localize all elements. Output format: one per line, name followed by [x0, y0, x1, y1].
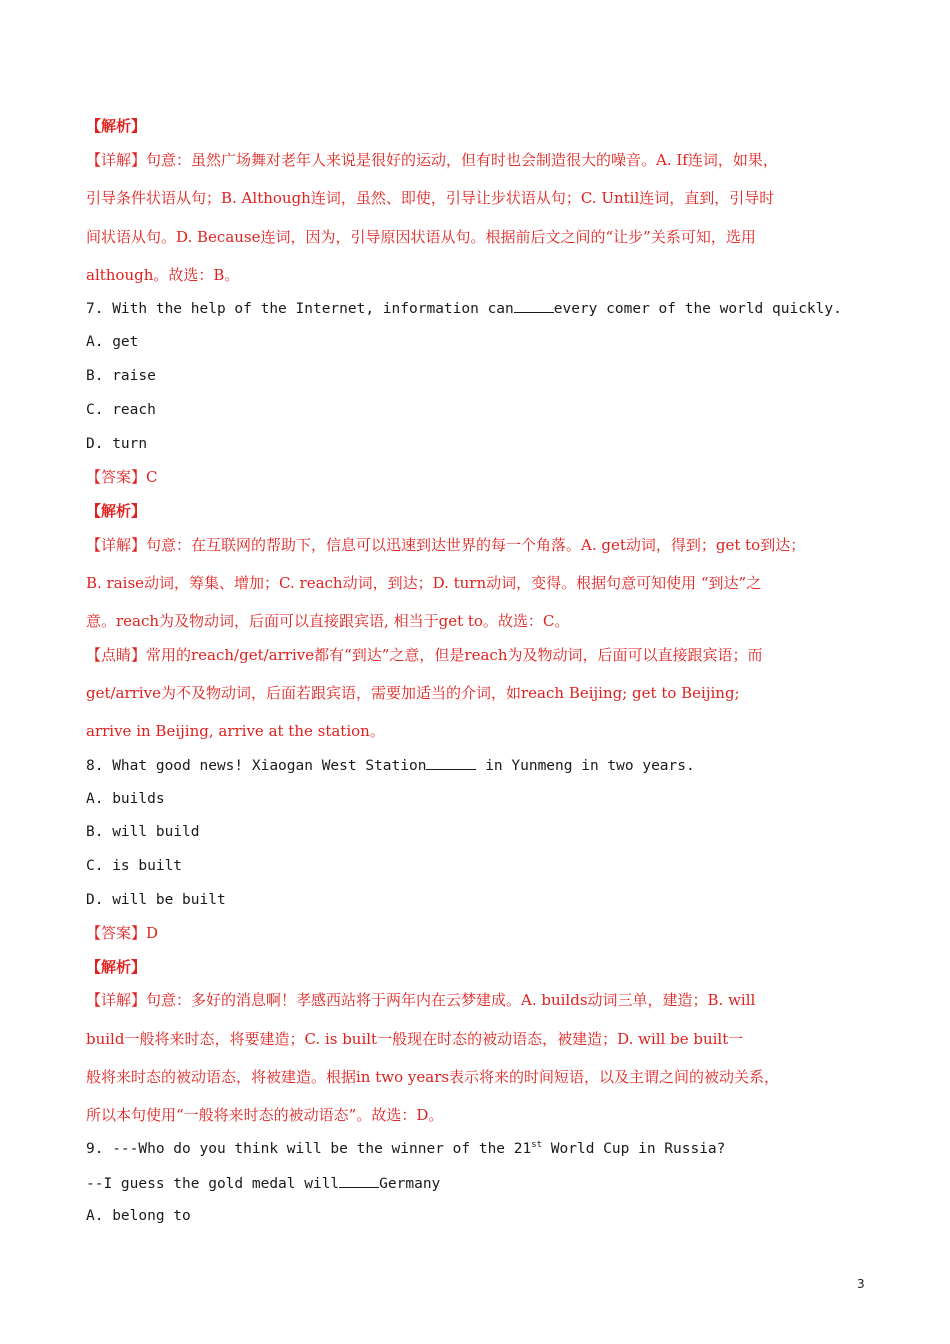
q8-analysis-label: 【解析】 — [86, 958, 147, 976]
q8-option-b: B. will build — [86, 824, 200, 840]
q8-detail-line-4: 所以本句使用“一般将来时态的被动语态”。故选：D。 — [86, 1106, 444, 1124]
q7-detail-line-3: 意。reach为及物动词，后面可以直接跟宾语, 相当于get to。故选：C。 — [86, 612, 570, 630]
q9-response — [86, 1173, 440, 1194]
q7-option-b: B. raise — [86, 368, 156, 384]
q8-option-a: A. builds — [86, 791, 165, 807]
q9-ordinal-suffix: st — [531, 1140, 543, 1151]
q7-stem — [86, 298, 842, 319]
q8-answer: 【答案】D — [86, 924, 159, 942]
q8-detail-line-3: 般将来时态的被动语态，将被建造。根据in two years表示将来的时间短语，以及主谓之间的被动关系， — [86, 1068, 780, 1086]
q6-detail-line-1: 【详解】句意：虽然广场舞对老年人来说是很好的运动，但有时也会制造很大的噪音。A. If连词，如果， — [86, 151, 778, 169]
q9-response-part-b: Germany — [379, 1176, 441, 1192]
q7-answer: 【答案】C — [86, 468, 158, 486]
q8-answer-blank — [426, 755, 476, 770]
q6-analysis-label: 【解析】 — [86, 117, 147, 135]
q9-stem-part-a: 9. ---Who do you think will be the winner of the 21 — [86, 1141, 532, 1157]
q8-stem — [86, 755, 695, 776]
q9-stem — [86, 1139, 725, 1159]
q8-stem-part-b: in Yunmeng in two years. — [476, 758, 695, 774]
q7-stem-part-a: 7. With the help of the Internet, information can — [86, 301, 514, 317]
q7-analysis-label: 【解析】 — [86, 502, 147, 520]
q6-detail-line-2: 引导条件状语从句；B. Although连词，虽然、即使，引导让步状语从句；C. Until连词，直到，引导时 — [86, 189, 775, 207]
q6-detail-line-3: 间状语从句。D. Because连词，因为，引导原因状语从句。根据前后文之间的“让步”关系可知，选用 — [86, 228, 756, 246]
q7-detail-line-1: 【详解】句意：在互联网的帮助下，信息可以迅速到达世界的每一个角落。A. get动词，得到；get to到达； — [86, 536, 806, 554]
q7-option-a: A. get — [86, 334, 139, 350]
q9-response-part-a: --I guess the gold medal will — [86, 1176, 340, 1192]
q7-tip-line-3: arrive in Beijing, arrive at the station。 — [86, 722, 385, 740]
q8-option-c: C. is built — [86, 858, 183, 874]
q7-detail-line-2: B. raise动词，筹集、增加；C. reach动词，到达；D. turn动词，变得。根据句意可知使用 “到达”之 — [86, 574, 762, 592]
q7-option-d: D. turn — [86, 436, 148, 452]
q8-stem-part-a: 8. What good news! Xiaogan West Station — [86, 758, 427, 774]
q8-detail-line-1: 【详解】句意：多好的消息啊！孝感西站将于两年内在云梦建成。A. builds动词三单，建造；B. will — [86, 991, 756, 1009]
q9-stem-part-b: World Cup in Russia? — [542, 1141, 726, 1157]
q7-tip-line-2: get/arrive为不及物动词，后面若跟宾语，需要加适当的介词，如reach Beijing; get to Beijing; — [86, 684, 740, 702]
q8-detail-line-2: build一般将来时态，将要建造；C. is built一般现在时态的被动语态，被建造；D. will be built一 — [86, 1030, 744, 1048]
q7-option-c: C. reach — [86, 402, 156, 418]
q7-tip-line-1: 【点睛】常用的reach/get/arrive都有“到达”之意，但是reach为及物动词，后面可以直接跟宾语；而 — [86, 646, 763, 664]
q9-option-a: A. belong to — [86, 1208, 191, 1224]
q6-detail-line-4: although。故选：B。 — [86, 266, 240, 284]
q7-answer-blank — [514, 298, 554, 313]
page-number: 3 — [857, 1277, 865, 1291]
q7-stem-part-b: every comer of the world quickly. — [553, 301, 842, 317]
q8-option-d: D. will be built — [86, 892, 226, 908]
q9-answer-blank — [339, 1173, 379, 1188]
